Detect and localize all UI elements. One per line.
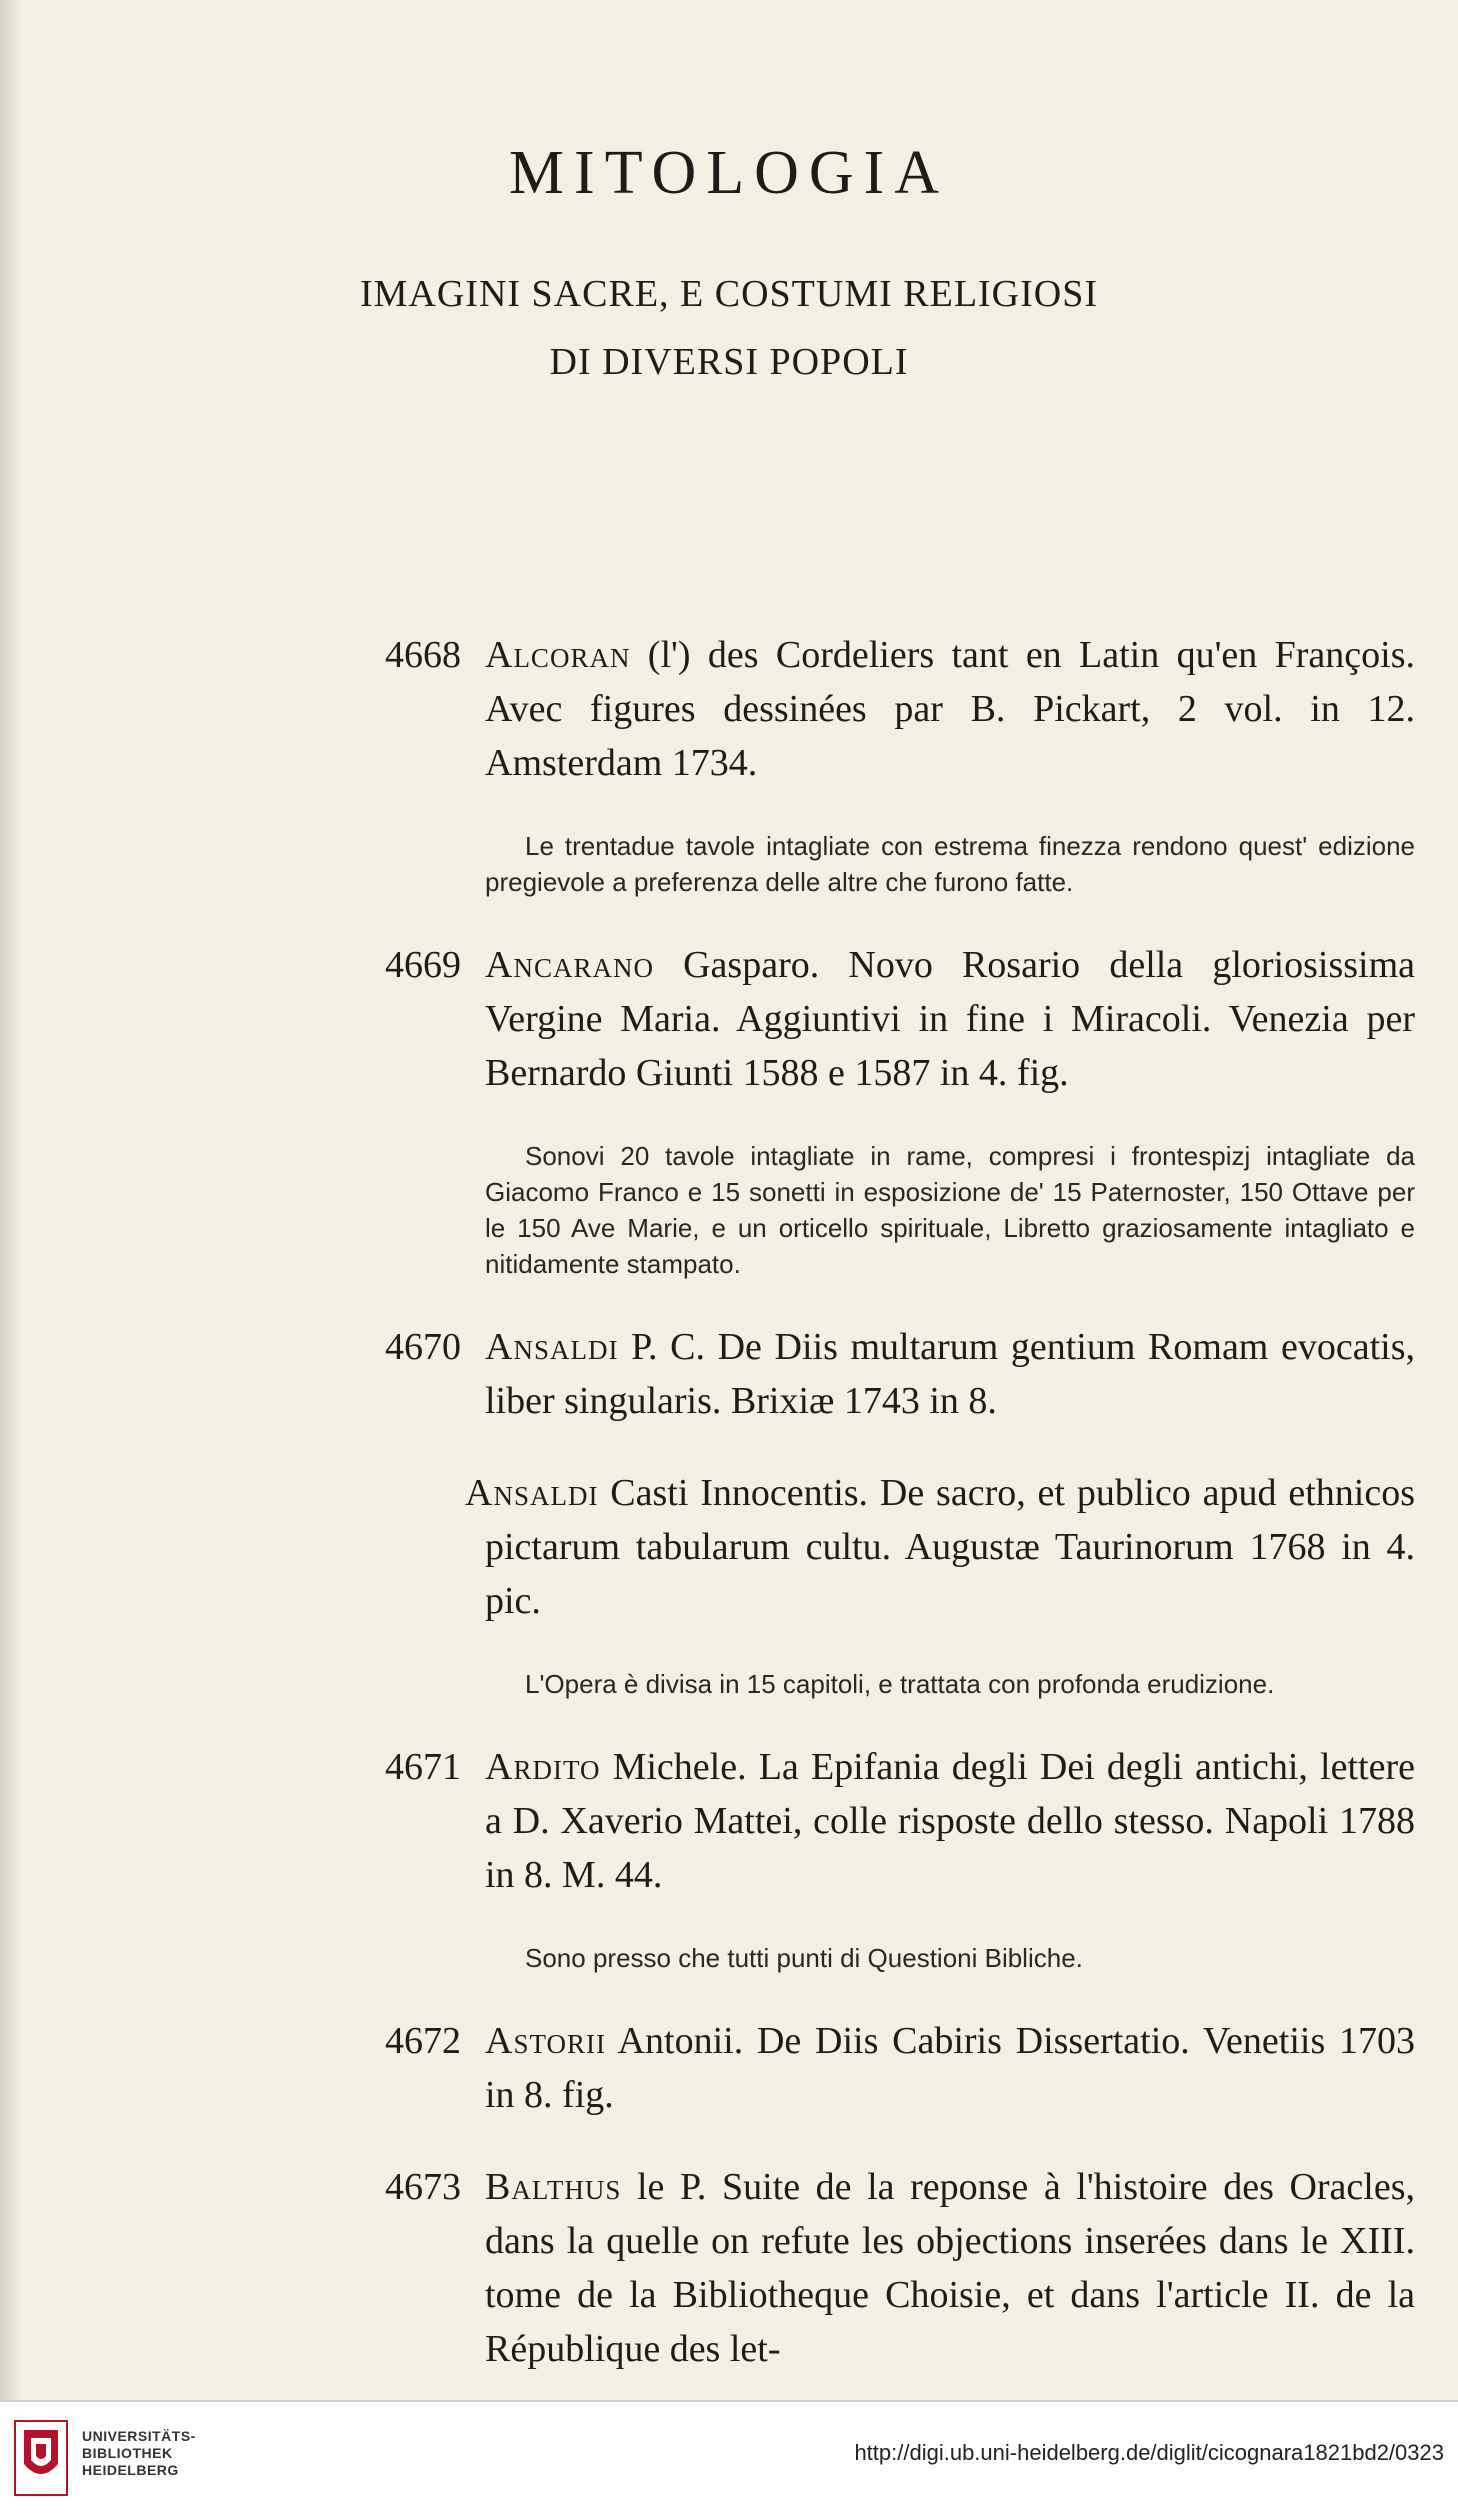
entry-number: 4668	[385, 634, 461, 676]
entry-sub-author: Ansaldi	[465, 1472, 599, 1514]
entry-author: Astorii	[485, 2020, 606, 2062]
catalogue-entry	[385, 1740, 1415, 1976]
catalogue-entry	[385, 1320, 1415, 1702]
entry-author: Ardito	[485, 1746, 601, 1788]
entry-author: Ansaldi	[485, 1326, 619, 1368]
entry-text: le P. Suite de la reponse à l'histoire des Oracles, dans la quelle on refute les objections inserées dans le XIII. tome de la Bibliotheque Choisie, et dans l'article II. de la République des let-	[485, 2166, 1415, 2370]
catalogue-entry	[385, 938, 1415, 1282]
footer-divider	[0, 2400, 1458, 2402]
entry-note: L'Opera è divisa in 15 capitoli, e trattata con profonda erudizione.	[525, 1669, 1275, 1699]
section-subtitle-line1: IMAGINI SACRE, E COSTUMI RELIGIOSI	[359, 273, 1099, 315]
section-subtitle-line2: DI DIVERSI POPOLI	[549, 341, 909, 383]
library-name: UNIVERSITÄTS- BIBLIOTHEK HEIDELBERG	[82, 2428, 196, 2478]
entry-author: Ancarano	[485, 944, 654, 986]
entry-author: Alcoran	[485, 634, 631, 676]
entry-author: Balthus	[485, 2166, 622, 2208]
university-seal-icon	[14, 2420, 68, 2496]
viewer-footer	[0, 2400, 1458, 2517]
entry-text: Gasparo. Novo Rosario della gloriosissima Vergine Maria. Aggiuntivi in fine i Miracoli. Venezia per Bernardo Giunti 1588 e 1587 in 4. fig.	[485, 944, 1415, 1094]
entry-sub-text: Casti Innocentis. De sacro, et publico apud ethnicos pictarum tabularum cultu. Augustæ Taurinorum 1768 in 4. pic.	[485, 1472, 1415, 1622]
catalogue-entries	[385, 590, 1415, 2400]
catalogue-entry	[385, 2160, 1415, 2376]
entry-number: 4670	[385, 1326, 461, 1368]
entry-number: 4671	[385, 1746, 461, 1788]
entry-number: 4672	[385, 2020, 461, 2062]
entry-text: P. C. De Diis multarum gentium Romam evocatis, liber singularis. Brixiæ 1743 in 8.	[485, 1326, 1415, 1422]
entry-note: Sonovi 20 tavole intagliate in rame, compresi i frontespizj intagliate da Giacomo Franco e 15 sonetti in esposizione de' 15 Paternoster, 150 Ottave per le 150 Ave Marie, e un orticello spirituale, Libretto graziosamente intagliato e nitidamente stampato.	[485, 1141, 1415, 1279]
page-title: MITOLOGIA	[508, 139, 950, 207]
entry-number: 4673	[385, 2166, 461, 2208]
entry-text: Michele. La Epifania degli Dei degli antichi, lettere a D. Xaverio Mattei, colle risposte dello stesso. Napoli 1788 in 8. M. 44.	[485, 1746, 1415, 1896]
permalink-url[interactable]: http://digi.ub.uni-heidelberg.de/diglit/cicognara1821bd2/0323	[854, 2440, 1444, 2465]
entry-number: 4669	[385, 944, 461, 986]
entry-text: (l') des Cordeliers tant en Latin qu'en François. Avec figures dessinées par B. Pickart, 2 vol. in 12. Amsterdam 1734.	[485, 634, 1415, 784]
entry-note: Le trentadue tavole intagliate con estrema finezza rendono quest' edizione pregievole a preferenza delle altre che furono fatte.	[485, 831, 1415, 897]
entry-note: Sono presso che tutti punti di Questioni Bibliche.	[525, 1943, 1083, 1973]
catalogue-entry	[385, 2014, 1415, 2122]
catalogue-entry	[385, 628, 1415, 900]
entry-text: Antonii. De Diis Cabiris Dissertatio. Venetiis 1703 in 8. fig.	[485, 2020, 1415, 2116]
